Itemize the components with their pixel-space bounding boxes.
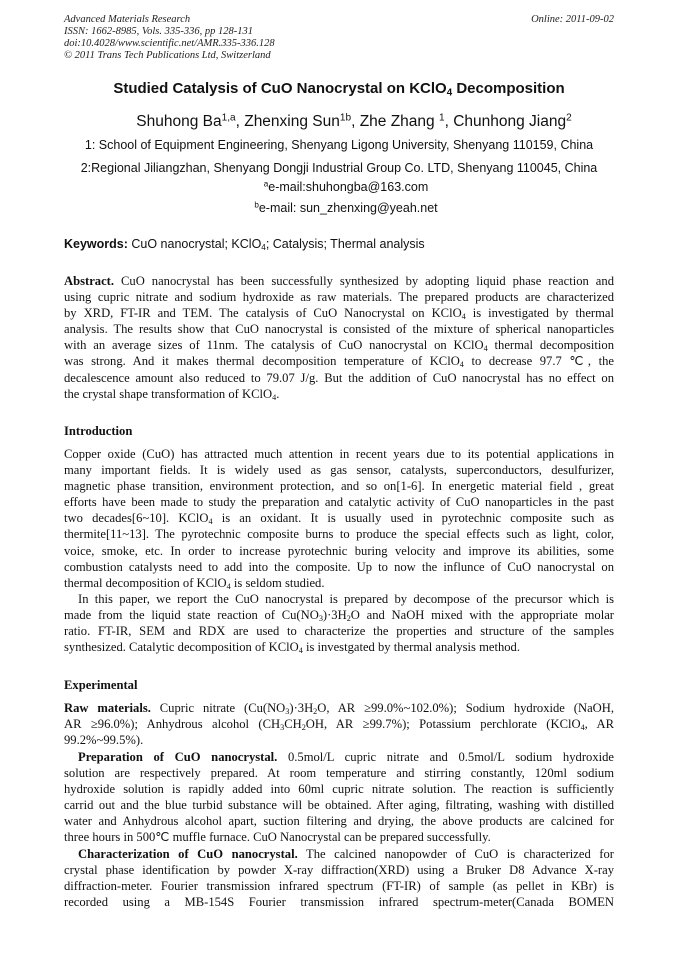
text-run: water and Anhydrous alcohol apart, suction filtering and drying, the above products are calcined for xyxy=(64,814,614,829)
text-run: solution are respectively prepared. At room temperature and stirring constantly, 120ml sodium xyxy=(64,766,614,781)
subscript: 4 xyxy=(208,517,213,527)
raw-materials-paragraph xyxy=(64,700,614,748)
text-run: O and NaOH mixed with the appropriate molar xyxy=(350,608,614,623)
subscript: 4 xyxy=(272,392,277,402)
text-run: The calcined nanopowder of CuO is characterized for xyxy=(297,847,614,861)
text-line xyxy=(64,446,614,462)
text-run: is investigated by thermal xyxy=(465,306,614,321)
text-run: efforts have been made to study the preparation and catalytic activity of CuO nanoparticles in the past xyxy=(64,495,614,510)
text-line xyxy=(64,273,614,289)
email-b[interactable] xyxy=(0,201,678,215)
abstract xyxy=(64,273,614,402)
keywords xyxy=(64,237,425,251)
bold-run: Raw materials. xyxy=(64,701,151,715)
text-line xyxy=(64,829,614,845)
text-run: OH, AR ≥99.7%); Potassium perchlorate (KClO xyxy=(305,717,581,732)
text-run: CH xyxy=(284,717,302,732)
text-run: magnetic phase transition, environment protection, and so on[1-6]. In energetic material field , great xyxy=(64,479,614,494)
subscript: 3 xyxy=(318,614,323,624)
subscript: 3 xyxy=(280,723,285,733)
subscript: 4 xyxy=(261,243,266,253)
superscript: 2 xyxy=(566,112,572,124)
paper-title xyxy=(0,80,678,97)
text-line xyxy=(64,846,614,862)
text-run: 99.2%~99.5%). xyxy=(64,733,144,748)
text-run: . xyxy=(276,386,280,401)
doi-line: doi:10.4028/www.scientific.net/AMR.335-336.128 xyxy=(64,38,275,49)
text-run: decalescence amount also reduced to 79.07 J/g. But the addition of CuO nanocrystal has no effect on xyxy=(64,370,614,385)
text-line xyxy=(64,732,614,748)
text-run: 2:Regional Jiliangzhan, Shenyang Dongji Industrial Group Co. LTD, Shenyang 110045, China xyxy=(80,161,598,175)
text-line xyxy=(64,862,614,878)
superscript: 1 xyxy=(438,112,445,124)
text-run: e-mail: sun_zhenxing@yeah.net xyxy=(258,201,438,215)
text-line xyxy=(64,894,614,910)
text-run: , Chunhong Jiang xyxy=(444,113,567,130)
text-run: , AR xyxy=(584,717,614,732)
text-run: O, AR ≥99.0%~102.0%); Sodium hydroxide (NaOH, xyxy=(317,701,615,715)
text-line xyxy=(64,639,614,655)
text-line xyxy=(64,813,614,829)
text-line xyxy=(64,510,614,526)
text-line xyxy=(64,878,614,894)
text-line xyxy=(64,591,614,607)
text-line xyxy=(64,478,614,494)
text-run: is an oxidant. It is usually used in pyrotechnic composite such as xyxy=(212,511,614,526)
subscript: 4 xyxy=(459,360,464,370)
text-run: )·3H xyxy=(322,608,347,623)
text-line xyxy=(64,321,614,337)
text-line xyxy=(64,386,614,402)
text-run: synthesized. Catalytic decomposition of KClO xyxy=(64,640,299,655)
text-run: thermal decomposition of KClO xyxy=(64,575,227,590)
affiliation-2 xyxy=(0,161,678,175)
text-line xyxy=(64,337,614,353)
text-run: carrid out and the blue turbid substance will be obtained. After aging, filtrating, washing with distilled xyxy=(64,798,614,813)
text-line xyxy=(64,749,614,765)
text-run: 1: School of Equipment Engineering, Shenyang Ligong University, Shenyang 110159, China xyxy=(84,138,594,152)
bold-run: Keywords: xyxy=(64,237,128,251)
text-line xyxy=(64,353,614,369)
text-line xyxy=(64,607,614,623)
text-run: )·3H xyxy=(289,701,314,715)
subscript: 4 xyxy=(461,312,466,322)
text-line xyxy=(64,543,614,559)
text-line xyxy=(64,494,614,510)
text-run: crystal phase identification by powder X-ray diffraction(XRD) using a Bruker D8 Advance X-ray xyxy=(64,863,614,878)
text-line xyxy=(64,716,614,732)
superscript: b xyxy=(254,200,259,210)
subscript: 3 xyxy=(285,707,290,717)
text-run: AR ≥96.0%); Anhydrous alcohol (CH xyxy=(64,717,281,732)
text-line xyxy=(64,526,614,542)
text-run: was strong. And it makes thermal decomposition temperature of KClO xyxy=(64,354,460,369)
text-run: the crystal shape transformation of KClO xyxy=(64,386,273,401)
text-run: is investgated by thermal analysis method. xyxy=(302,640,520,655)
text-line xyxy=(64,559,614,575)
text-run: combustion catalysts need to add into the composite. Up to now the influnce of CuO nanocrystal on xyxy=(64,559,614,574)
text-line xyxy=(64,289,614,305)
issn-line: ISSN: 1662-8985, Vols. 335-336, pp 128-131 xyxy=(64,26,253,37)
text-run: ; Catalysis; Thermal analysis xyxy=(265,237,425,251)
authors xyxy=(0,113,678,131)
text-line xyxy=(64,797,614,813)
preparation-paragraph xyxy=(64,749,614,846)
text-line xyxy=(64,462,614,478)
subscript: 4 xyxy=(580,723,585,733)
text-line xyxy=(64,575,614,591)
text-run: made from the liquid state reaction of Cu(NO xyxy=(64,608,319,623)
introduction-paragraph-2 xyxy=(64,591,614,655)
experimental-heading: Experimental xyxy=(64,678,138,692)
text-run: with an average sizes of 11nm. The catalysis of CuO nanocrystal on KClO xyxy=(64,338,484,353)
text-run: Shuhong Ba xyxy=(136,113,222,130)
text-run: using cupric nitrate and sodium hydroxide as raw materials. The prepared products are characterized xyxy=(64,290,614,305)
text-run: Decomposition xyxy=(452,80,565,97)
text-line xyxy=(64,623,614,639)
subscript: 4 xyxy=(298,646,303,656)
superscript: 1b xyxy=(339,112,352,124)
email-a[interactable] xyxy=(0,180,678,194)
text-run: CuO nanocrystal; KClO xyxy=(127,237,262,251)
text-run: recorded using a MB-154S Fourier transmission infrared spectrum-meter(Canada BOMEN xyxy=(64,895,614,910)
text-run: In this paper, we report the CuO nanocrystal is prepared by decompose of the precursor which is xyxy=(78,592,614,606)
copyright-line: © 2011 Trans Tech Publications Ltd, Switzerland xyxy=(64,50,271,61)
text-line xyxy=(64,700,614,716)
text-run: ratio. FT-IR, SEM and RDX are used to characterize the properties and structure of the samples xyxy=(64,624,614,639)
text-line xyxy=(64,781,614,797)
text-line xyxy=(64,305,614,321)
subscript: 2 xyxy=(301,723,306,733)
subscript: 4 xyxy=(446,87,453,99)
characterization-paragraph xyxy=(64,846,614,910)
text-run: , Zhe Zhang xyxy=(351,113,439,130)
online-date: Online: 2011-09-02 xyxy=(531,14,614,25)
superscript: a xyxy=(263,179,269,189)
text-run: e-mail:shuhongba@163.com xyxy=(268,180,429,194)
text-run: diffraction-meter. Fourier transmission infrared spectrum (FT-IR) of sample (as pellet in KBr) is xyxy=(64,879,614,894)
superscript: 1,a xyxy=(221,112,236,124)
text-line xyxy=(64,765,614,781)
text-run: analysis. The results show that CuO nanocrystal is consisted of the mixture of spherical nanoparticles xyxy=(64,322,614,337)
text-run: many important fields. It is widely used as gas sensor, catalysts, superconductors, desulfurizer, xyxy=(64,463,614,478)
text-run: three hours in 500℃ muffle furnace. CuO Nanocrystal can be prepared successfully. xyxy=(64,830,491,845)
bold-run: Characterization of CuO nanocrystal. xyxy=(78,847,298,861)
subscript: 2 xyxy=(346,614,351,624)
introduction-heading: Introduction xyxy=(64,424,133,438)
subscript: 4 xyxy=(226,581,231,591)
journal-header xyxy=(64,14,275,62)
text-run: CuO nanocrystal has been successfully synthesized by adopting liquid phase reaction and xyxy=(114,274,614,288)
introduction-paragraph-1 xyxy=(64,446,614,591)
text-run: thermite[11~13]. The pyrotechnic composite burns to produce the special effects such as light, color, xyxy=(64,527,614,542)
text-run: to decrease 97.7 ℃, the xyxy=(463,354,614,369)
text-run: Studied Catalysis of CuO Nanocrystal on KClO xyxy=(113,80,447,97)
text-run: Copper oxide (CuO) has attracted much attention in recent years due to its potential applications in xyxy=(64,447,614,461)
subscript: 2 xyxy=(313,707,318,717)
text-line xyxy=(64,370,614,386)
text-run: two decades[6~10]. KClO xyxy=(64,511,209,526)
text-run: by XRD, FT-IR and TEM. The catalysis of CuO Nanocrystal on KClO xyxy=(64,306,462,321)
text-run: is seldom studied. xyxy=(230,575,325,590)
text-run: voice, smoke, etc. In order to increase pyrotechnic buring velocity and improve its abilities, some xyxy=(64,543,614,558)
text-run: 0.5mol/L cupric nitrate and 0.5mol/L sodium hydroxide xyxy=(277,750,614,764)
affiliation-1 xyxy=(0,138,678,152)
bold-run: Preparation of CuO nanocrystal. xyxy=(78,750,278,764)
text-run: hydroxide solution is rapidly added into 60ml cupric nitrate solution. The reaction is sufficiently xyxy=(64,782,614,797)
bold-run: Abstract. xyxy=(64,274,115,288)
text-run: Cupric nitrate (Cu(NO xyxy=(150,701,286,715)
subscript: 4 xyxy=(483,344,488,354)
text-run: thermal decomposition xyxy=(487,338,614,353)
text-run: , Zhenxing Sun xyxy=(235,113,340,130)
journal-name: Advanced Materials Research xyxy=(64,14,191,25)
